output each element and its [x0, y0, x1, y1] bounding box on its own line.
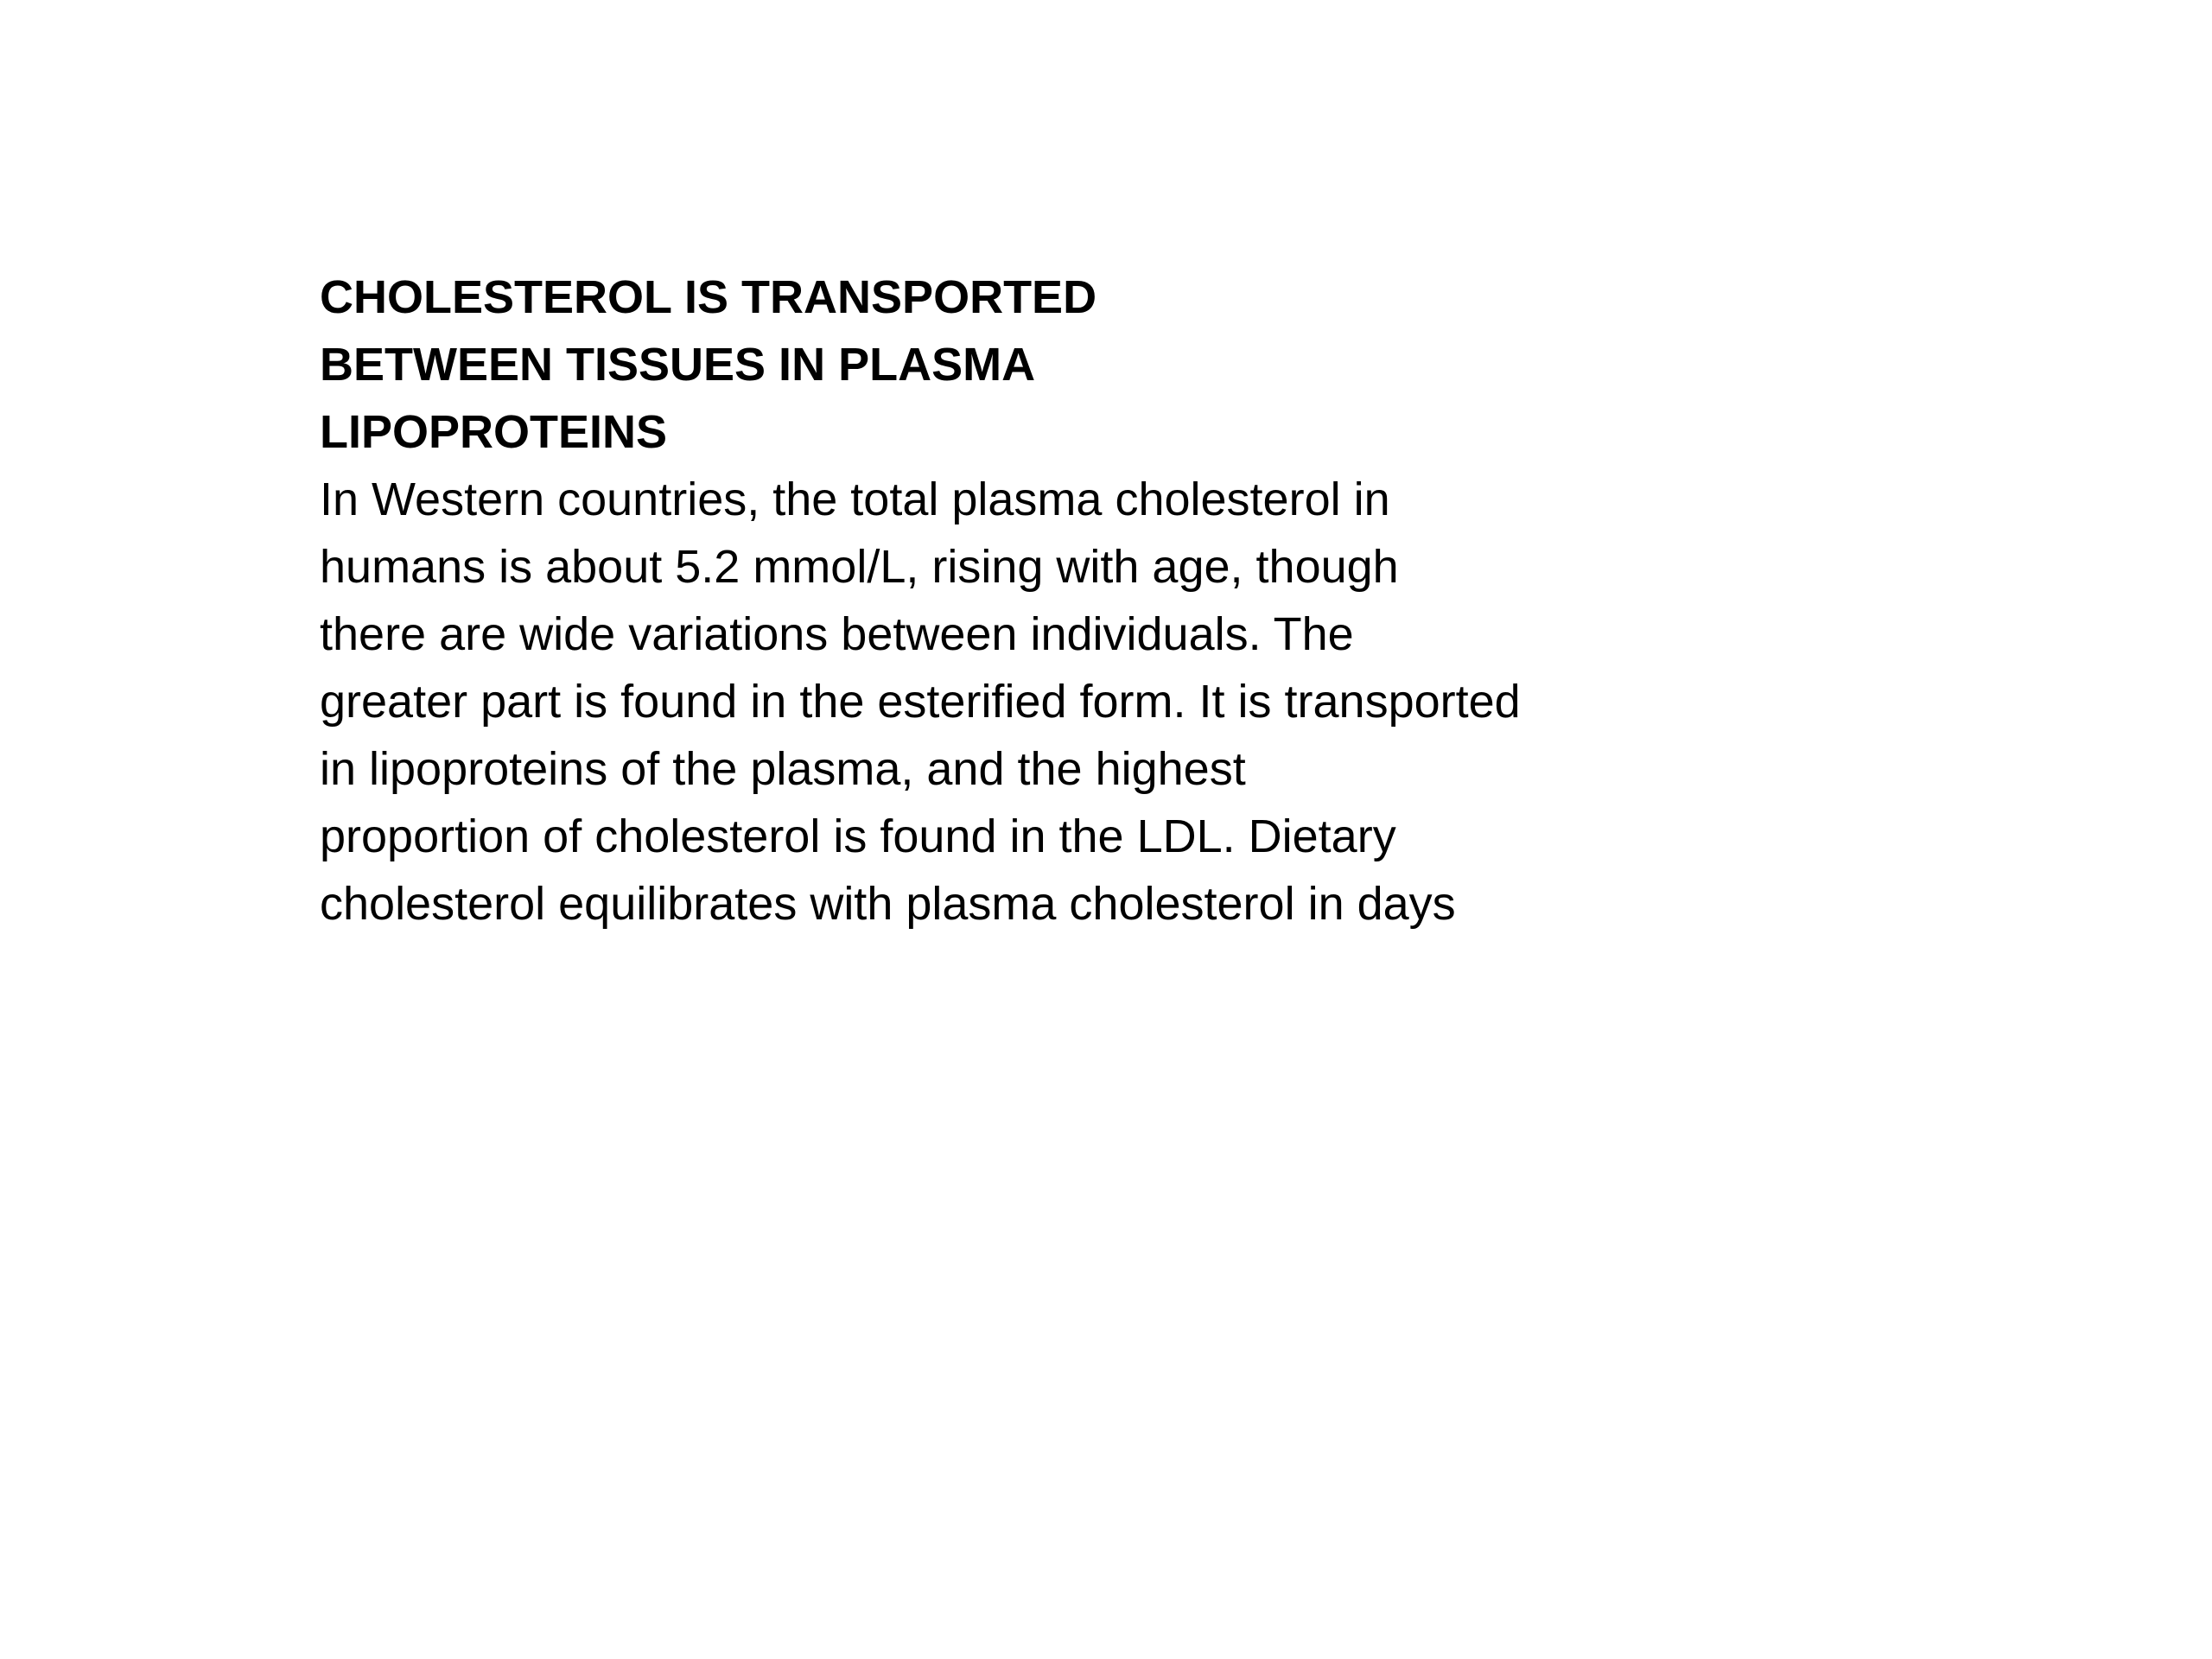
- body-line: In Western countries, the total plasma cholesterol in: [320, 474, 1390, 525]
- heading-line: CHOLESTEROL IS TRANSPORTED: [320, 271, 1097, 323]
- body-line: there are wide variations between individuals. The: [320, 608, 1354, 660]
- body-line: proportion of cholesterol is found in the LDL. Dietary: [320, 810, 1396, 862]
- body-line: in lipoproteins of the plasma, and the highest: [320, 743, 1246, 795]
- body-line: greater part is found in the esterified form. It is transported: [320, 676, 1521, 728]
- body-line: humans is about 5.2 mmol/L, rising with age, though: [320, 541, 1399, 593]
- heading-line: BETWEEN TISSUES IN PLASMA: [320, 339, 1036, 391]
- slide-heading: [320, 264, 2048, 466]
- slide-body-text: [320, 466, 2048, 938]
- heading-line: LIPOPROTEINS: [320, 406, 668, 458]
- slide-text-block: [320, 264, 2048, 938]
- body-line: cholesterol equilibrates with plasma cholesterol in days: [320, 878, 1456, 930]
